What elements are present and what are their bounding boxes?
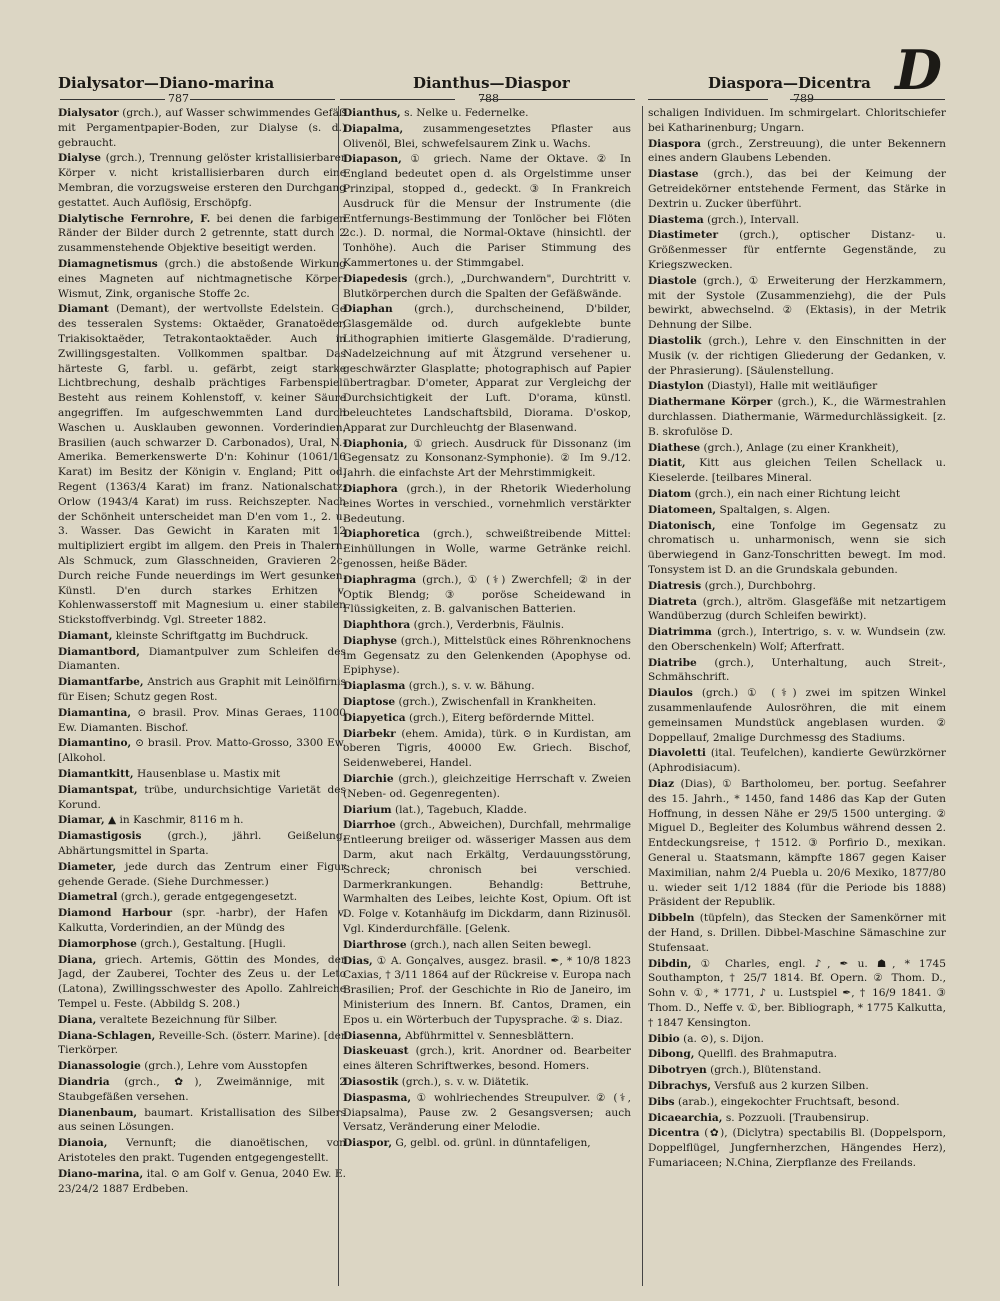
header-rule <box>60 99 165 100</box>
entry-text: ① griech. Name der Oktave. ② In England bedeutet open d. als Orgelstimme unser Prinzipal, stopped d., gedeckt. ③ In Frankreich Ausdruck für die Mensur der Instrumente (die Entfernungs-Bestimmung der Tonlöcher bei Flöten 2c.). D. normal, die Normal-Oktave (hinsichtl. der Tonhöhe). Auch die Pariser Stimmung des Kammertones u. der Stimmgabel. <box>343 153 631 269</box>
dictionary-entry <box>648 746 946 776</box>
entry-text: (grch.), jährl. Geißelung, Abhärtungsmittel in Sparta. <box>58 830 346 858</box>
entry-text: (grch.), ① Erweiterung der Herzkammern, mit der Systole (Zusammenziehg), die der Puls bewirkt, abwechselnd. ② (Ektasis), in der Metrik Dehnung der Silbe. <box>648 274 946 332</box>
entry-text: Reveille-Sch. (österr. Marine). [der Tierkörper. <box>58 1029 346 1057</box>
entry-headword: Diaphyse <box>343 634 398 647</box>
entry-headword: Diamantino, <box>58 737 132 750</box>
entry-headword: Dialysator <box>58 107 119 119</box>
dictionary-entry <box>648 1047 946 1062</box>
entry-headword: Diandria <box>58 1076 110 1088</box>
entry-headword: Diatrimma <box>648 626 712 639</box>
dictionary-entry <box>648 1032 946 1047</box>
header-left: Dialysator—Diano-marina <box>58 74 275 92</box>
entry-text: (spr. -harbr), der Hafen v. Kalkutta, Vorderindien, an der Mündg des <box>58 907 346 935</box>
dictionary-entry <box>58 151 346 210</box>
entry-text: bei denen die farbigen Ränder der Bilder durch 2 getrennte, statt durch 2 zusammenstehende Objektive beseitigt werden. <box>58 212 346 255</box>
entry-text: Diamantpulver zum Schleifen des Diamanten. <box>58 645 346 673</box>
dictionary-entry <box>343 122 631 152</box>
dictionary-entry <box>648 686 946 745</box>
entry-headword: Diameter, <box>58 860 117 873</box>
entry-text: (grch.), s. v. w. Diätetik. <box>398 1076 530 1088</box>
entry-headword: Diamagnetismus <box>58 257 158 270</box>
dictionary-entry <box>58 1013 346 1028</box>
entry-headword: Diamar, <box>58 814 105 827</box>
dictionary-entry <box>58 106 346 150</box>
header-right: Diaspora—Dicentra <box>708 74 871 92</box>
dictionary-entry <box>58 736 346 766</box>
entry-headword: Diastolik <box>648 334 702 347</box>
entry-text: (grch.) die abstoßende Wirkung eines Magneten auf nichtmagnetische Körper: Wismut, Zink, organische Stoffe 2c. <box>58 257 346 300</box>
entry-text: (grch.), Lehre vom Ausstopfen <box>140 1060 308 1073</box>
dictionary-entry <box>343 573 631 617</box>
column-divider <box>642 106 643 1286</box>
dictionary-entry <box>343 803 631 818</box>
dictionary-entry <box>648 911 946 955</box>
dictionary-entry <box>648 957 946 1031</box>
entry-text: (grch.), nach allen Seiten bewegl. <box>406 938 592 951</box>
entry-text: (grch.), Intervall. <box>703 213 800 226</box>
dictionary-entry <box>343 711 631 726</box>
entry-text: Abführmittel v. Sennesblättern. <box>401 1029 575 1042</box>
dictionary-entry <box>343 1136 631 1151</box>
entry-text: schaligen Individuen. Im schmirgelart. Chloritschiefer bei Katharinenburg; Ungarn. <box>648 107 946 134</box>
entry-headword: Dibdin, <box>648 957 692 970</box>
entry-headword: Diavoletti <box>648 747 706 760</box>
column-left <box>58 106 346 1286</box>
dictionary-entry <box>343 618 631 633</box>
entry-headword: Diaphragma <box>343 573 417 586</box>
dictionary-entry <box>343 1091 631 1135</box>
dictionary-entry <box>58 953 346 1012</box>
entry-headword: Dibrachys, <box>648 1080 712 1092</box>
entry-headword: Diaphthora <box>343 619 411 632</box>
entry-headword: Diathese <box>648 441 701 454</box>
entry-headword: Diaskeuast <box>343 1045 409 1058</box>
dictionary-entry <box>648 334 946 378</box>
entry-text: ① wohlriechendes Streupulver. ② (⚕, Diapsalma), Pause zw. 2 Gesangsversen; auch Versatz, Veränderung einer Melodie. <box>343 1091 631 1134</box>
dictionary-entry <box>58 1167 346 1197</box>
entry-headword: Diamantbord, <box>58 645 140 658</box>
dictionary-entry <box>648 625 946 655</box>
dictionary-entry <box>648 441 946 456</box>
entry-headword: Diamant, <box>58 629 113 642</box>
entry-text: baumart. Kristallisation des Silbers aus seinen Lösungen. <box>58 1106 346 1134</box>
entry-text: (grch.), optischer Distanz- u. Größenmesser für entfernte Gegenstände, zu Kriegszwecken. <box>648 229 946 271</box>
entry-headword: Dianoia, <box>58 1137 108 1150</box>
entry-text: (grch.), Intertrigo, s. v. w. Wundsein (zw. den Oberschenkeln) Wolf; Afterfratt. <box>648 626 946 653</box>
dictionary-entry <box>648 1126 946 1170</box>
entry-text: (grch.), K., die Wärmestrahlen durchlassen. Diathermanie, Wärmedurchlässigkeit. [z. B. skrofulöse D. <box>648 396 946 438</box>
dictionary-entry <box>58 1136 346 1166</box>
entry-text: (Dias), ① Bartholomeu, ber. portug. Seefahrer des 15. Jahrh., * 1450, fand 1486 das Kap der Guten Hoffnung, in dessen Nähe er 29/5 1500 unterging. ② Miguel D., Begleiter des Kolumbus während dessen 2. Entdeckungsreise, † 1512. ③ Porfirio D., mexikan. General u. Staatsmann, kämpfte 1867 gegen Kaiser Maximilian, nahm 2/4 Puebla u. 20/6 Mexiko, 1877/80 u. wieder seit 1/12 1884 (für die Periode bis 1888) Präsident der Republik. <box>648 778 946 909</box>
entry-headword: Dicaearchia, <box>648 1111 723 1124</box>
entry-text: Anstrich aus Graphit mit Leinölfirnis für Eisen; Schutz gegen Rost. <box>58 676 346 704</box>
entry-text: (✿), (Diclytra) spectabilis Bl. (Doppelsporn, Doppelflügel, Jungfernherzchen, Hängendes Herz), Fumariaceen; N.China, Zierpflanze des Freilands. <box>648 1127 946 1169</box>
dictionary-entry <box>58 813 346 828</box>
entry-text: Versfuß aus 2 kurzen Silben. <box>711 1080 869 1092</box>
entry-headword: Diasenna, <box>343 1029 402 1042</box>
entry-text: Spaltalgen, s. Algen. <box>716 503 831 516</box>
entry-headword: Dialyse <box>58 152 101 165</box>
dictionary-entry <box>343 679 631 694</box>
header-center: Dianthus—Diaspor <box>413 74 570 92</box>
entry-headword: Diamorphose <box>58 937 137 950</box>
dictionary-entry <box>648 519 946 578</box>
column-divider <box>338 106 339 1286</box>
entry-headword: Dibbeln <box>648 912 695 925</box>
entry-text: (ehem. Amida), türk. ⊙ in Kurdistan, am oberen Tigris, 40000 Ew. Griech. Bischof, Seidenweberei, Handel. <box>343 727 631 770</box>
entry-headword: Diana-Schlagen, <box>58 1029 156 1042</box>
entry-headword: Diarthrose <box>343 938 407 951</box>
entry-text: (grch.), Durchbohrg. <box>701 579 816 592</box>
entry-text: (grch.), „Durchwandern", Durchtritt v. Blutkörperchen durch die Spalten der Gefäßwände. <box>343 272 631 300</box>
dictionary-entry <box>343 1044 631 1074</box>
entry-headword: Dianassologie <box>58 1060 141 1073</box>
dictionary-entry <box>343 634 631 678</box>
dictionary-entry <box>343 1075 631 1090</box>
entry-text: veraltete Bezeichnung für Silber. <box>96 1013 278 1026</box>
entry-headword: Diamantina, <box>58 706 132 719</box>
entry-headword: Diaphoretica <box>343 528 420 541</box>
entry-text: trübe, undurchsichtige Varietät des Korund. <box>58 783 346 811</box>
dictionary-entry <box>648 1063 946 1078</box>
entry-headword: Dicentra <box>648 1127 700 1140</box>
entry-text: (grch.), durchscheinend, D'bilder, Glasgemälde od. durch aufgeklebte bunte Lithographien imitierte Glasgemälde. D'radierung, Nadelzeichnung auf mit Ätzgrund versehener u. geschwärzter Glasplatte; photographisch auf Papier übertragbar. D'ometer, Apparat zur Vergleichg der Durchsichtigkeit der Luft. D'orama, künstl. beleuchtetes Landschaftsbild, Diorama. D'oskop, Apparat zur Durchleuchtg der Blasenwand. <box>343 303 631 434</box>
dictionary-entry <box>343 772 631 802</box>
dictionary-entry <box>343 272 631 302</box>
entry-headword: Diamant <box>58 303 109 316</box>
entry-headword: Diatreta <box>648 595 698 608</box>
entry-text: (grch.), gleichzeitige Herrschaft v. Zweien (Neben- od. Gegenregenten). <box>343 773 631 800</box>
entry-headword: Diastase <box>648 168 699 181</box>
entry-text: (grch.), auf Wasser schwimmendes Gefäß mit Pergamentpapier-Boden, zur Dialyse (s. d.) gebraucht. <box>58 107 346 149</box>
entry-headword: Diamantkitt, <box>58 768 134 781</box>
entry-headword: Diarchie <box>343 773 394 786</box>
page-number-left: 787 <box>168 92 189 105</box>
dictionary-entry <box>648 777 946 910</box>
entry-headword: Diastema <box>648 213 704 226</box>
entry-headword: Diaspor, <box>343 1137 393 1150</box>
entry-headword: Diasostik <box>343 1076 399 1088</box>
dictionary-entry <box>648 1095 946 1110</box>
entry-headword: Diaphonia, <box>343 437 408 450</box>
entry-headword: Diamond Harbour <box>58 907 173 920</box>
entry-text: (grch., Zerstreuung), die unter Bekennern eines andern Glaubens Lebenden. <box>648 137 946 165</box>
entry-headword: Diamantspat, <box>58 783 138 796</box>
entry-headword: Diaphora <box>343 482 398 495</box>
entry-headword: Diaulos <box>648 687 693 700</box>
dictionary-entry <box>58 675 346 705</box>
entry-headword: Diano-marina, <box>58 1167 144 1180</box>
entry-text: (grch.), Trennung gelöster kristallisierbarer Körper v. nicht kristallisierbaren durch eine Membran, die vorzugsweise ersteren den Durchgang gestattet. Auch Auflösig, Erschöpfg. <box>58 152 346 209</box>
entry-text: (grch.), Anlage (zu einer Krankheit), <box>700 441 899 454</box>
entry-headword: Diathermane Körper <box>648 396 773 409</box>
entry-text: Kitt aus gleichen Teilen Schellack u. Kieselerde. [teilbares Mineral. <box>648 457 946 485</box>
entry-text: eine Tonfolge im Gegensatz zu chromatisch u. unharmonisch, wenn sie sich überwiegend in Ganz-Tonschritten bewegt. Im mod. Tonsystem ist D. an die Grundskala gebunden. <box>648 519 946 576</box>
entry-headword: Diastimeter <box>648 229 719 242</box>
dictionary-entry <box>648 167 946 211</box>
entry-text: ⊙ brasil. Prov. Minas Geraes, 11000 Ew. Diamanten. Bischof. <box>58 706 346 734</box>
entry-text: jede durch das Zentrum einer Figur gehende Gerade. (Siehe Durchmesser.) <box>58 860 346 888</box>
entry-headword: Diatresis <box>648 579 702 592</box>
entry-text: (arab.), eingekochter Fruchtsaft, besond. <box>674 1095 900 1108</box>
entry-headword: Diamantfarbe, <box>58 676 144 689</box>
entry-text: ▲ in Kaschmir, 8116 m h. <box>104 814 244 827</box>
entry-text: (grch.), in der Rhetorik Wiederholung eines Wortes in verschied., vornehmlich verstärkter Bedeutung. <box>343 482 631 525</box>
entry-headword: Diaspasma, <box>343 1091 412 1104</box>
entry-headword: Diapedesis <box>343 272 408 285</box>
entry-text: (grch.), Zwischenfall in Krankheiten. <box>395 696 597 709</box>
dictionary-entry <box>343 727 631 771</box>
header-rule <box>790 99 945 100</box>
dictionary-entry <box>648 213 946 228</box>
dictionary-entry <box>58 767 346 782</box>
entry-text: (grch.), Mittelstück eines Röhrenknochens im Gegensatz zu den Gelenkenden (Apophyse od. Epiphyse). <box>343 634 631 677</box>
entry-headword: Dibotryen <box>648 1064 707 1077</box>
entry-text: ① griech. Ausdruck für Dissonanz (im Gegensatz zu Konsonanz-Symphonie). ② Im 9./12. Jahrh. die einfachste Art der Mehrstimmigkeit. <box>343 437 631 480</box>
dictionary-entry <box>343 818 631 936</box>
entry-text: (grch.), krit. Anordner od. Bearbeiter eines älteren Schriftwerkes, besond. Homers. <box>343 1045 631 1073</box>
entry-text: (grch.), Blütenstand. <box>706 1064 822 1077</box>
dictionary-entry <box>58 212 346 256</box>
entry-headword: Dianenbaum, <box>58 1106 138 1119</box>
entry-headword: Diametral <box>58 891 118 904</box>
entry-text: ⊙ brasil. Prov. Matto-Grosso, 3300 Ew. [Alkohol. <box>58 737 346 765</box>
entry-headword: Dialytische Fernrohre, F. <box>58 212 211 225</box>
dictionary-entry <box>648 456 946 486</box>
entry-text: (grch.), Unterhaltung, auch Streit-, Schmähschrift. <box>648 656 946 684</box>
entry-headword: Diaspora <box>648 137 701 150</box>
entry-text: ① Charles, engl. ♪, ✒ u. ☗, * 1745 Southampton, † 25/7 1814. Bf. Opern. ② Thom. D., Sohn v. ①, * 1771, ♪ u. Lustspiel ✒, † 16/9 1841. ③ Thom. D., Neffe v. ①, ber. Bibliograph, * 1775 Kalkutta, † 1847 Kensington. <box>648 957 946 1029</box>
dictionary-entry <box>58 860 346 890</box>
entry-headword: Diarrhoe <box>343 819 396 832</box>
dictionary-entry <box>648 1111 946 1126</box>
entry-headword: Diaz <box>648 778 675 791</box>
entry-text: s. Nelke u. Federnelke. <box>400 107 529 119</box>
dictionary-entry <box>648 106 946 136</box>
dictionary-entry <box>58 937 346 952</box>
dictionary-entry <box>58 706 346 736</box>
dictionary-entry <box>648 395 946 439</box>
entry-text: (Demant), der wertvollste Edelstein. Ge des tesseralen Systems: Oktaëder, Granatoëder, Triakisoktaëder, Tetrakontaoktaëder. Auch in Zwillingsgestalten. Vollkommen spaltbar. Das härteste G, farbl. u. gefärbt, zeigt starke Lichtbrechung, deshalb prächtiges Farbenspiel. Besteht aus reinem Kohlenstoff, v. keiner Säure angegriffen. Im aufgeschwemmten Land durch Waschen u. Ausklauben gewonnen. Vorderindien, Brasilien (auch schwarzer D. Carbonados), Ural, N.-Amerika. Bemerkenswerte D'n: Kohinur (1061/16 Karat) im Besitz der Königin v. England; Pitt od. Regent (1363/4 Karat) im franz. Nationalschatz; Orlow (1943/4 Karat) im russ. Reichszepter. Nach der Schönheit unterscheidet man D'en vom 1., 2. u. 3. Wasser. Das Gewicht in Karaten mit 12 multipliziert ergibt im allgem. den Preis in Thalern. Als Schmuck, zum Glasschneiden, Gravieren 2c. Durch reiche Funde neuerdings im Wert gesunken. Künstl. D'en durch starkes Erhitzen v. Kohlenwasserstoff mit Magnesium u. einer stabilen Stickstoffverbindg. Vgl. Streeter 1882. <box>58 303 346 627</box>
header-rule <box>648 99 768 100</box>
entry-text: (grch.), gerade entgegengesetzt. <box>117 891 298 904</box>
entry-headword: Dianthus, <box>343 107 401 119</box>
entry-headword: Diaplasma <box>343 680 406 693</box>
entry-text: (lat.), Tagebuch, Kladde. <box>391 803 527 816</box>
dictionary-entry <box>648 595 946 625</box>
entry-text: (grch.), Lehre v. den Einschnitten in der Musik (v. der richtigen Gliederung der Gedanken, v. der Phrasierung). [Säulenstellung. <box>648 334 946 377</box>
dictionary-entry <box>58 1029 346 1059</box>
entry-text: (grch.), s. v. w. Bähung. <box>405 680 535 693</box>
entry-headword: Diatomeen, <box>648 503 717 516</box>
entry-headword: Diapyetica <box>343 711 406 724</box>
entry-text: (Diastyl), Halle mit weitläufiger <box>703 380 878 393</box>
entry-headword: Diarium <box>343 803 392 816</box>
header-rule <box>340 99 455 100</box>
dictionary-entry <box>648 1079 946 1094</box>
dictionary-entry <box>648 579 946 594</box>
entry-text: Quellfl. des Brahmaputra. <box>694 1048 838 1061</box>
dictionary-entry <box>58 906 346 936</box>
dictionary-entry <box>343 106 631 121</box>
entry-text: (a. ⊙), s. Dijon. <box>679 1032 764 1045</box>
column-center <box>343 106 631 1286</box>
entry-text: (grch., ✿), Zweimännige, mit 2 Staubgefäßen versehen. <box>58 1076 346 1103</box>
entry-headword: Diastole <box>648 274 697 287</box>
dictionary-entry <box>648 656 946 686</box>
section-letter: D <box>895 38 942 102</box>
dictionary-entry <box>58 257 346 301</box>
entry-text: kleinste Schriftgattg im Buchdruck. <box>112 629 309 642</box>
dictionary-entry <box>58 1106 346 1136</box>
entry-text: zusammengesetztes Pflaster aus Olivenöl, Blei, schwefelsaurem Zink u. Wachs. <box>343 122 631 150</box>
entry-headword: Dibio <box>648 1032 680 1045</box>
entry-text: G, gelbl. od. grünl. in dünntafeligen, <box>392 1137 591 1150</box>
dictionary-entry <box>343 302 631 435</box>
entry-text: s. Pozzuoli. [Traubensirup. <box>722 1111 870 1124</box>
dictionary-entry <box>343 938 631 953</box>
entry-text: ① A. Gonçalves, ausgez. brasil. ✒, * 10/8 1823 Caxias, † 3/11 1864 auf der Rückreise v. Europa nach Brasilien; Prof. der Geschichte in Rio de Janeiro, im Ministerium des Innern. Bf. Cantos, Dramen, ein Epos u. ein Wörterbuch der Tupysprache. ② s. Diaz. <box>343 954 631 1026</box>
dictionary-entry <box>58 829 346 859</box>
dictionary-entry <box>343 1029 631 1044</box>
column-right <box>648 106 946 1286</box>
dictionary-entry <box>648 274 946 333</box>
entry-headword: Diastylon <box>648 380 704 393</box>
entry-text: ital. ⊙ am Golf v. Genua, 2040 Ew. E. 23/24/2 1887 Erdbeben. <box>58 1167 346 1195</box>
dictionary-entry <box>343 482 631 526</box>
entry-text: (grch.) ① (⚕) zwei im spitzen Winkel zusammenlaufende Aulosröhren, die mit einem gemeinsamen Mundstück angeblasen wurden. ② Doppellauf, 2malige Durchmessg des Stadiums. <box>648 687 946 744</box>
page-number-center: 788 <box>478 92 499 105</box>
entry-headword: Diana, <box>58 953 97 966</box>
header-rule <box>190 99 335 100</box>
entry-headword: Dias, <box>343 954 373 967</box>
entry-headword: Dibong, <box>648 1048 695 1061</box>
dictionary-entry <box>648 487 946 502</box>
dictionary-entry <box>648 228 946 272</box>
dictionary-entry <box>648 503 946 518</box>
dictionary-entry <box>343 954 631 1028</box>
entry-headword: Diamastigosis <box>58 830 142 843</box>
dictionary-entry <box>343 437 631 481</box>
dictionary-entry <box>343 695 631 710</box>
entry-headword: Diatribe <box>648 656 697 669</box>
entry-headword: Diarbekr <box>343 727 396 740</box>
dictionary-entry <box>648 379 946 394</box>
dictionary-entry <box>58 890 346 905</box>
dictionary-entry <box>343 152 631 270</box>
entry-text: (grch., Abweichen), Durchfall, mehrmalige Entleerung breiiger od. wässeriger Massen aus dem Darm, akut nach Erkältg, Verdauungsstörung, Schreck; chronisch bei verschied. Darmerkrankungen. Behandlg: Bettruhe, Warmhalten des Leibes, leichte Kost, Opium. Oft ist D. Folge v. Kotanhäufg im Dickdarm, dann Rizinusöl. Vgl. Kinderdurchfälle. [Gelenk. <box>343 819 631 936</box>
dictionary-entry <box>58 645 346 675</box>
entry-text: (grch.), das bei der Keimung der Getreidekörner entstehende Ferment, das Stärke in Dextrin u. Zucker überführt. <box>648 168 946 210</box>
dictionary-entry <box>648 137 946 167</box>
entry-headword: Dibs <box>648 1095 675 1108</box>
entry-text: (grch.), altröm. Glasgefäße mit netzartigem Wandüberzug (durch Schleifen bewirkt). <box>648 595 946 623</box>
entry-headword: Diatit, <box>648 457 686 470</box>
entry-headword: Diatonisch, <box>648 519 716 532</box>
entry-headword: Diaphan <box>343 303 393 316</box>
entry-text: griech. Artemis, Göttin des Mondes, der Jagd, der Zauberei, Tochter des Zeus u. der Leto (Latona), Zwillingsschwester des Apollo. Zahlreiche Tempel u. Feste. (Abbildg S. 208.) <box>58 953 346 1011</box>
entry-text: Hausenblase u. Mastix mit <box>133 768 281 781</box>
entry-headword: Diana, <box>58 1013 97 1026</box>
entry-text: (grch.), Eiterg befördernde Mittel. <box>405 711 595 724</box>
entry-text: (ital. Teufelchen), kandierte Gewürzkörner (Aphrodisiacum). <box>648 747 946 775</box>
header-rule <box>480 99 635 100</box>
entry-text: (grch.), Gestaltung. [Hugli. <box>136 937 286 950</box>
entry-text: (grch.), schweißtreibende Mittel: Einhüllungen in Wolle, warme Getränke reichl. genossen, heiße Bäder. <box>343 528 631 570</box>
dictionary-entry <box>58 1059 346 1074</box>
entry-text: (grch.), Verderbnis, Fäulnis. <box>410 619 565 632</box>
dictionary-entry <box>58 1075 346 1105</box>
page-number-right: 789 <box>793 92 814 105</box>
dictionary-entry <box>343 527 631 571</box>
entry-headword: Diapalma, <box>343 122 404 135</box>
entry-headword: Diaptose <box>343 696 396 709</box>
dictionary-entry <box>58 629 346 644</box>
entry-text: Vernunft; die dianoëtischen, von Aristoteles den prakt. Tugenden entgegengestellt. <box>58 1137 346 1164</box>
entry-text: (tüpfeln), das Stecken der Samenkörner mit der Hand, s. Drillen. Dibbel-Maschine Sämaschine zur Stufensaat. <box>648 912 946 954</box>
entry-text: (grch.), ein nach einer Richtung leicht <box>691 487 901 500</box>
entry-headword: Diatom <box>648 487 692 500</box>
entry-headword: Diapason, <box>343 153 402 166</box>
dictionary-entry <box>58 302 346 628</box>
dictionary-entry <box>58 783 346 813</box>
entry-text: (grch.), ① (⚕) Zwerchfell; ② in der Optik Blendg; ③ poröse Scheidewand in Flüssigkeiten, z. B. galvanischen Batterien. <box>343 573 631 616</box>
